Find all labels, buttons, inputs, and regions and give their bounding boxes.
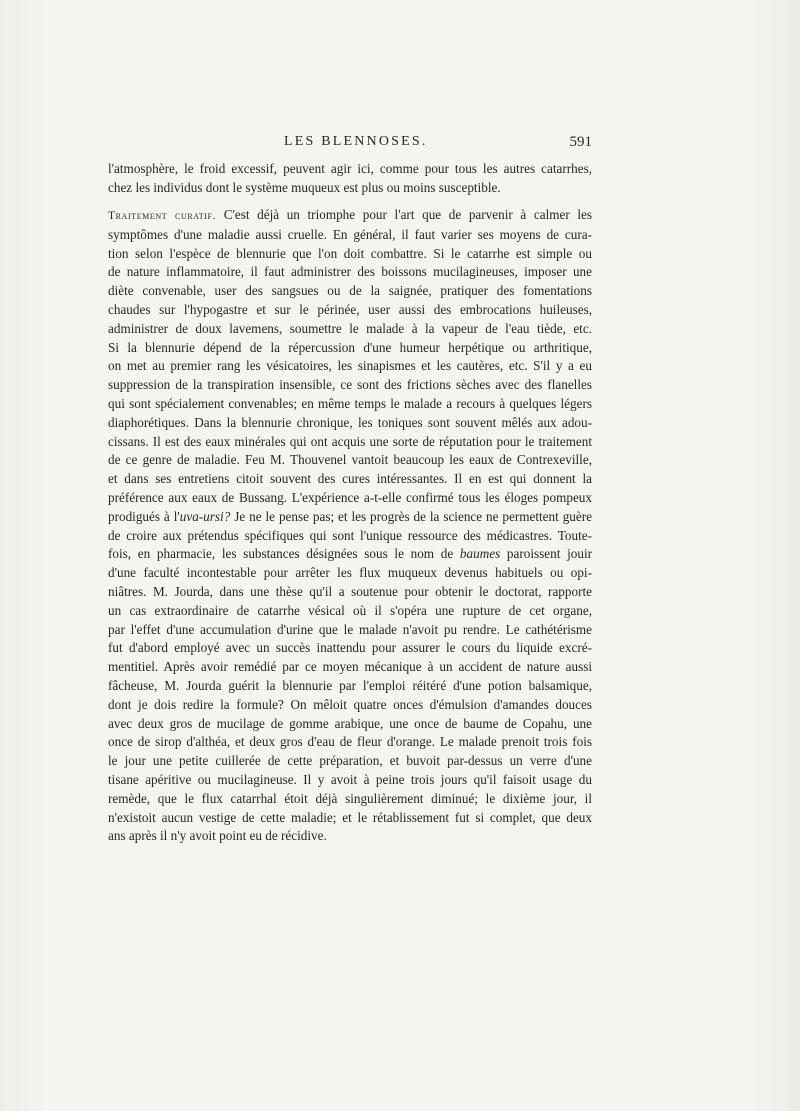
text-line: on met au premier rang les vésicatoires, les sinapismes et les cautères, etc. S'il y a eu [108, 358, 592, 374]
page-number: 591 [569, 134, 592, 150]
text-line: suppression de la transpiration insensible, ce sont des frictions sèches avec des flanelles [108, 377, 592, 393]
text-line: mentitiel. Après avoir remédié par ce moyen mécanique à un accident de nature aussi [108, 659, 592, 675]
text-line: Si la blennurie dépend de la répercussion d'une humeur herpétique ou arthritique, [108, 339, 592, 355]
text-line: le jour une petite cuillerée de cette préparation, et buvoit par-dessus un verre d'une [108, 753, 592, 769]
text-line: dont je dois redire la formule? On mêloit quatre onces d'émulsion d'amandes douces [108, 696, 592, 712]
text-line: un cas extraordinaire de catarrhe vésical où il s'opéra une rupture de cet organe, [108, 602, 592, 618]
text-line: de croire aux prétendus spécifiques qui sont l'unique ressource des médicastres. Toute- [108, 527, 592, 543]
text-line: remède, que le flux catarrhal étoit déjà singulièrement diminué; le dixième jour, il [108, 790, 592, 806]
text-line: Traitement curatif. C'est déjà un triomphe pour l'art que de parvenir à calmer les [108, 207, 592, 222]
text-line: de nature inflammatoire, il faut administrer des boissons mucilagineuses, imposer une [108, 264, 592, 280]
text-line: cissans. Il est des eaux minérales qui ont acquis une sorte de réputation pour le traitement [108, 433, 592, 449]
text-line: fut d'abord employé avec un succès inattendu pour assurer le cours du liquide excré- [108, 640, 592, 656]
italic-term: baumes [459, 546, 501, 562]
text-line: chez les individus dont le système muqueux est plus ou moins susceptible. [108, 179, 501, 195]
text-line: n'existoit aucun vestige de cette maladie; et le rétablissement fut si complet, que deux [108, 809, 592, 825]
text-line: prodigués à l'uva-ursi? Je ne le pense pas; et les progrès de la science ne permettent guère [108, 508, 592, 524]
section-heading: Traitement curatif. [108, 210, 217, 222]
paragraph-continuation [108, 160, 592, 198]
text-line: qui sont spécialement convenables; en même temps le malade a recours à quelques légers [108, 395, 592, 411]
text-line: tion selon l'espèce de blennurie que l'on doit combattre. Si le catarrhe est simple ou [108, 245, 592, 261]
text-line: fois, en pharmacie, les substances désignées sous le nom de baumes paroissent jouir [108, 546, 592, 562]
text-line: diète convenable, user des sangsues ou de la saignée, pratiquer des fomentations [108, 283, 592, 299]
text-line: symptômes d'une maladie aussi cruelle. En général, il faut varier ses moyens de cura- [108, 226, 592, 242]
text-line: chaudes sur l'hypogastre et sur le périnée, user aussi des embrocations huileuses, [108, 301, 592, 317]
text-line: administrer de doux lavemens, soumettre le malade à la vapeur de l'eau tiède, etc. [108, 320, 592, 336]
text-line: de ce genre de maladie. Feu M. Thouvenel vantoit beaucoup les eaux de Contrexeville, [108, 452, 592, 468]
text-line: ans après il n'y avoit point eu de récidive. [108, 828, 327, 844]
text-line: diaphorétiques. Dans la blennurie chronique, les toniques sont souvent mêlés aux adou- [108, 414, 592, 430]
text-line: niâtres. M. Jourda, dans une thèse qu'il a soutenue pour obtenir le doctorat, rapporte [108, 583, 592, 599]
italic-term: uva-ursi? [179, 508, 231, 524]
text-line: d'une faculté incontestable pour arrêter les flux muqueux devenus habituels ou opi- [108, 565, 592, 581]
running-title: LES BLENNOSES. [284, 134, 428, 149]
text-line: et dans ses entretiens citoit souvent des cures intéressantes. Il en est qui donnent la [108, 471, 592, 487]
text-line: fâcheuse, M. Jourda guérit la blennurie par l'emploi réitéré d'une potion balsamique, [108, 677, 592, 693]
text-line: préférence aux eaux de Bussang. L'expérience a-t-elle confirmé tous les éloges pompeux [108, 489, 592, 505]
paragraph-treatment [108, 206, 592, 846]
text-line: l'atmosphère, le froid excessif, peuvent agir ici, comme pour tous les autres catarrhes, [108, 161, 592, 176]
text-line: once de sirop d'althéa, et deux gros d'eau de fleur d'orange. Le malade prenoit trois fois [108, 734, 592, 750]
text-line: par l'effet d'une accumulation d'urine que le malade n'avoit pu rendre. Le cathétérisme [108, 621, 592, 637]
text-line: tisane apéritive ou mucilagineuse. Il y avoit à peine trois jours qu'il faisoit usage du [108, 771, 592, 787]
running-head [108, 134, 592, 154]
text-line: avec deux gros de mucilage de gomme arabique, une once de baume de Copahu, une [108, 715, 592, 731]
